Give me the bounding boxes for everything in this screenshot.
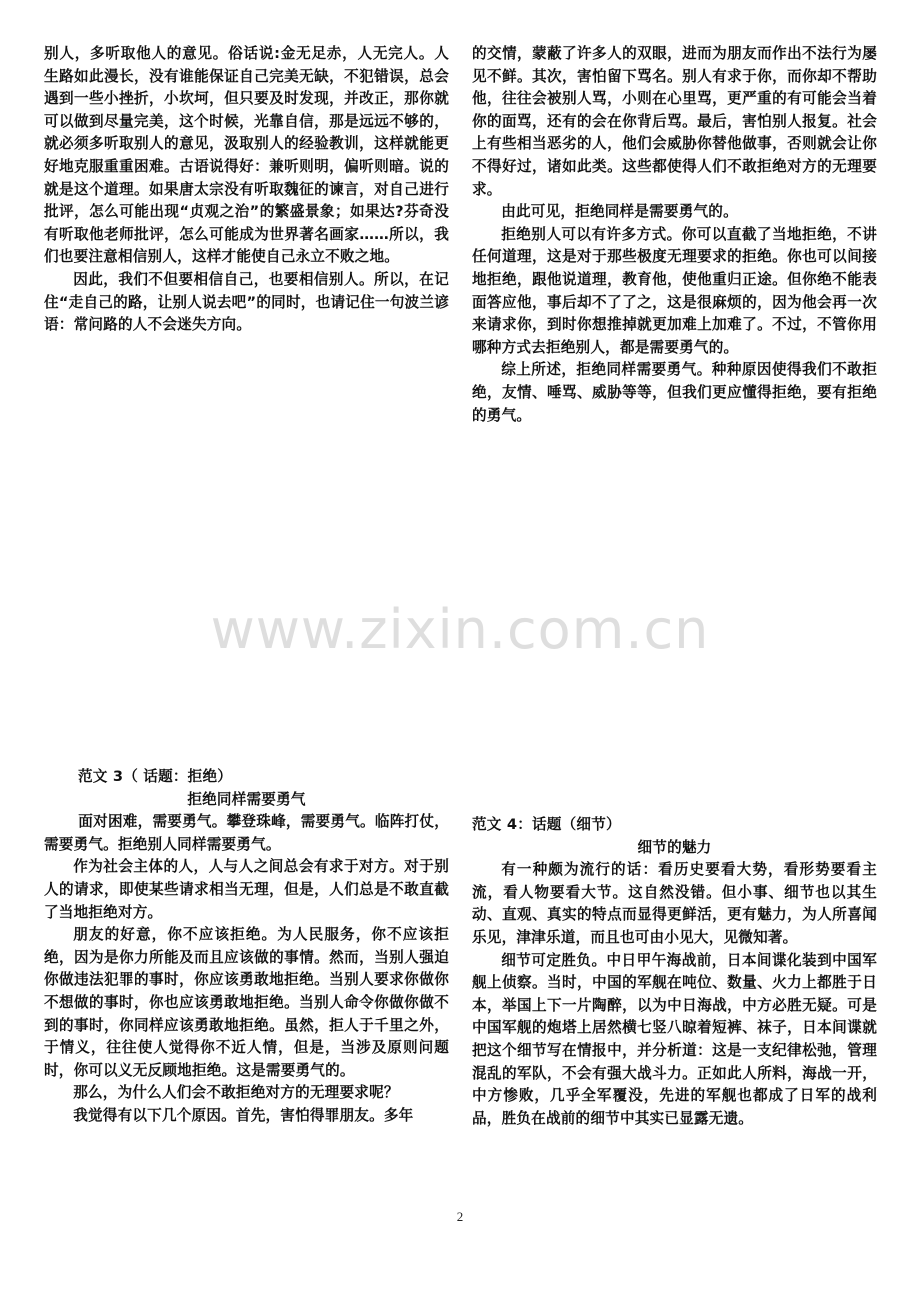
essay-title: 拒绝同样需要勇气 <box>187 790 306 808</box>
essay-label: 范文 4：话题（细节） <box>472 816 621 833</box>
paragraph: 别人，多听取他人的意见。俗话说:金无足赤，人无完人。人生路如此漫长，没有谁能保证自己完美无缺，不犯错误，总会遇到一些小挫折，小坎坷，但只要及时发现，并改正，那你就可以做到尽量完美，这个时候，光靠自信，那是远远不够的，就必须多听取别人的意见，汲取别人的经验教训，这样就能更好地克服重重困难。古语说得好：兼听则明，偏听则暗。说的就是这个道理。如果唐太宗没有听取魏征的谏言，对自己进行批评，怎么可能出现“贞观之治”的繁盛景象；如果达?芬奇没有听取他老师批评，怎么可能成为世界著名画家……所以，我们也要注意相信别人，这样才能使自己永立不败之地。 <box>44 45 449 266</box>
essay-label: 范文 3（ 话题：拒绝） <box>78 768 233 785</box>
essay-title: 细节的魅力 <box>637 838 712 856</box>
paragraph: 面对困难，需要勇气。攀登珠峰，需要勇气。临阵打仗，需要勇气。拒绝别人同样需要勇气。 <box>44 813 449 853</box>
paragraph: 那么，为什么人们会不敢拒绝对方的无理要求呢？ <box>73 1084 399 1102</box>
column-top-left <box>44 43 449 337</box>
watermark: www.zixin.com.cn <box>210 598 710 661</box>
paragraph: 由此可见，拒绝同样是需要勇气的。 <box>501 203 738 221</box>
paragraph: 细节可定胜负。中日甲午海战前，日本间谍化装到中国军舰上侦察。当时，中国的军舰在吨位、数量、火力上都胜于日本，举国上下一片陶醉，以为中日海战，中方必胜无疑。可是中国军舰的炮塔上居然横七竖八晾着短裤、袜子，日本间谍就把这个细节写在情报中，并分析道：这是一支纪律松弛，管理混乱的军队，不会有强大战斗力。正如此人所料，海战一开，中方惨败，几乎全军覆没，先进的军舰也都成了日军的战利品，胜负在战前的细节中其实已显露无遗。 <box>472 951 877 1127</box>
essay-4 <box>472 814 877 1130</box>
page-number: 2 <box>456 1209 464 1224</box>
paragraph: 我觉得有以下几个原因。首先，害怕得罪朋友。多年 <box>73 1106 414 1124</box>
paragraph: 综上所述，拒绝同样需要勇气。种种原因使得我们不敢拒绝，友情、唾骂、威胁等等，但我们更应懂得拒绝，要有拒绝的勇气。 <box>472 361 877 424</box>
paragraph: 拒绝别人可以有许多方式。你可以直截了当地拒绝，不讲任何道理，这是对于那些极度无理要求的拒绝。你也可以间接地拒绝，跟他说道理，教育他，使他重归正途。但你绝不能表面答应他，事后却不了了之，这是很麻烦的，因为他会再一次来请求你，到时你想推掉就更加难上加难了。不过，不管你用哪种方式去拒绝别人，都是需要勇气的。 <box>472 225 877 356</box>
paragraph: 作为社会主体的人，人与人之间总会有求于对方。对于别人的请求，即使某些请求相当无理，但是，人们总是不敢直截了当地拒绝对方。 <box>44 858 449 921</box>
paragraph: 有一种颇为流行的话：看历史要看大势，看形势要看主流，看人物要看大节。这自然没错。但小事、细节也以其生动、直观、真实的特点而显得更鲜活，更有魅力，为人所喜闻乐见，津津乐道，而且也可由小见大，见微知著。 <box>472 861 877 946</box>
column-top-right <box>472 43 877 427</box>
essay-3 <box>44 766 449 1128</box>
paragraph: 因此，我们不但要相信自己，也要相信别人。所以，在记住“走自己的路，让别人说去吧”的同时，也请记住一句波兰谚语：常问路的人不会迷失方向。 <box>44 270 449 334</box>
paragraph: 的交情，蒙蔽了许多人的双眼，进而为朋友而作出不法行为屡见不鲜。其次，害怕留下骂名。别人有求于你，而你却不帮助他，往往会被别人骂，小则在心里骂，更严重的有可能会当着你的面骂，还有的会在你背后骂。最后，害怕别人报复。社会上有些相当恶劣的人，他们会威胁你替他做事，否则就会让你不得好过，诸如此类。这些都使得人们不敢拒绝对方的无理要求。 <box>472 45 877 198</box>
paragraph: 朋友的好意，你不应该拒绝。为人民服务，你不应该拒绝，因为是你力所能及而且应该做的事情。然而，当别人强迫你做违法犯罪的事时，你应该勇敢地拒绝。当别人要求你做你不想做的事时，你也应该勇敢地拒绝。当别人命令你做你做不到的事时，你同样应该勇敢地拒绝。虽然，拒人于千里之外，于情义，往往使人觉得你不近人情，但是，当涉及原则问题时，你可以义无反顾地拒绝。这是需要勇气的。 <box>44 926 449 1079</box>
